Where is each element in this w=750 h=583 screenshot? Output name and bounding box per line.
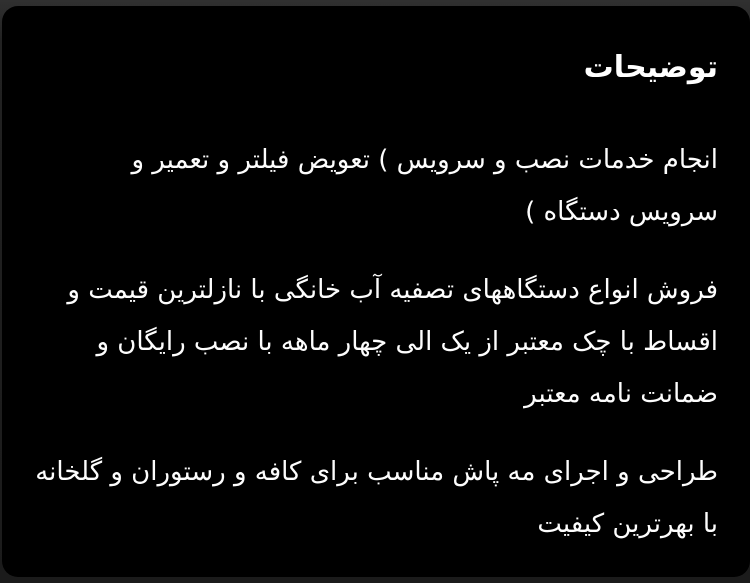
description-paragraph-services: [42, 134, 718, 238]
description-line: ضمانت نامه معتبر: [524, 379, 718, 409]
description-line: سرویس دستگاه ): [525, 197, 718, 227]
description-line: اقساط با چک معتبر از یک الی چهار ماهه با نصب رایگان و: [96, 327, 718, 357]
details-section-title: توضیحات: [583, 50, 718, 85]
description-line: فروش انواع دستگاههای تصفیه آب خانگی با نازلترین قیمت و: [67, 275, 718, 305]
description-paragraph-sales: [42, 264, 718, 420]
description-line: با بهرترین کیفیت: [537, 509, 718, 539]
description-line: انجام خدمات نصب و سرویس ) تعویض فیلتر و تعمیر و: [131, 145, 718, 175]
description-line: طراحی و اجرای مه پاش مناسب برای کافه و رستوران و گلخانه: [35, 457, 718, 487]
details-card: [2, 6, 750, 577]
description-paragraph-misting: [35, 446, 718, 550]
